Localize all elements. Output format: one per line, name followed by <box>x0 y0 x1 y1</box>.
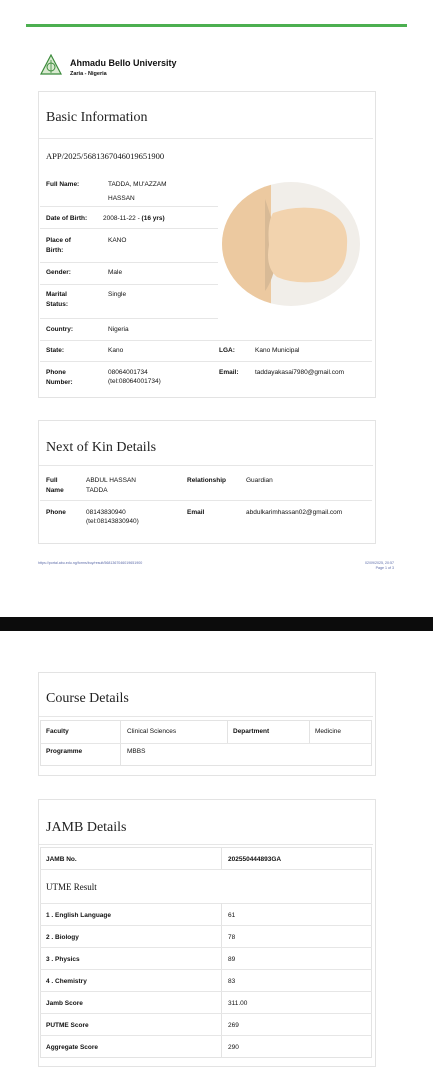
divider <box>39 138 373 139</box>
divider <box>39 716 373 717</box>
university-name: Ahmadu Bello University <box>70 58 177 68</box>
divider <box>40 1035 372 1036</box>
dob-label: Date of Birth: <box>46 215 88 222</box>
divider <box>39 465 373 466</box>
application-number: APP/2025/5681367046019651900 <box>46 151 165 161</box>
dob-value <box>103 214 165 223</box>
kin-phone-label: Phone <box>46 509 66 516</box>
marital-status-label-1: Marital <box>46 291 67 298</box>
full-name-line2: HASSAN <box>108 195 135 202</box>
lga-label: LGA: <box>219 347 235 354</box>
gender-label: Gender: <box>46 269 71 276</box>
subject-label: 3 . Physics <box>46 956 80 963</box>
email-label: Email: <box>219 369 239 376</box>
country-value: Nigeria <box>108 326 129 333</box>
divider <box>40 262 218 263</box>
divider <box>40 284 218 285</box>
divider <box>40 361 372 362</box>
lga-value: Kano Municipal <box>255 347 300 354</box>
subject-score: 78 <box>228 934 236 941</box>
basic-information-title: Basic Information <box>46 110 148 125</box>
university-location: Zaria - Nigeria <box>70 71 107 77</box>
kin-email-value[interactable]: abdulkarimhassan02@gmail.com <box>246 509 343 516</box>
subject-label: 1 . English Language <box>46 912 112 919</box>
divider <box>40 500 372 501</box>
aggregate-score-label: Aggregate Score <box>46 1044 99 1051</box>
applicant-photo <box>221 181 361 307</box>
divider <box>227 720 228 743</box>
subject-label: 2 . Biology <box>46 934 79 941</box>
divider <box>40 947 372 948</box>
jamb-score-label: Jamb Score <box>46 1000 83 1007</box>
divider <box>40 228 218 229</box>
subject-label: 4 . Chemistry <box>46 978 87 985</box>
divider <box>40 1013 372 1014</box>
jamb-no-value: 202550444893GA <box>228 856 282 863</box>
faculty-label: Faculty <box>46 728 69 735</box>
kin-phone-tel-link[interactable]: (tel:08143830940) <box>86 518 139 525</box>
divider <box>40 869 372 870</box>
dob-age: (16 yrs) <box>141 215 165 222</box>
divider <box>221 847 222 869</box>
jamb-no-label: JAMB No. <box>46 856 77 863</box>
state-value: Kano <box>108 347 124 354</box>
print-date: 02/09/2025, 20:57 <box>365 561 394 565</box>
divider <box>40 743 372 744</box>
full-name-label: Full Name: <box>46 181 80 188</box>
phone-tel-link[interactable]: (tel:08064001734) <box>108 378 161 385</box>
dob-date: 2008-11-22 - <box>103 215 142 222</box>
kin-phone-value: 08143830940 <box>86 509 126 516</box>
divider <box>40 206 218 207</box>
page-number: Page 1 of 3 <box>375 566 394 570</box>
place-of-birth-label-1: Place of <box>46 237 71 244</box>
divider <box>40 969 372 970</box>
subject-score: 83 <box>228 978 236 985</box>
department-label: Department <box>233 728 270 735</box>
phone-value: 08064001734 <box>108 369 148 376</box>
programme-value: MBBS <box>127 748 146 755</box>
page-url: https://portal.abu.edu.ng/forms/buy/result/5681367046019651900 <box>38 561 143 565</box>
department-value: Medicine <box>315 728 342 735</box>
marital-status-label-2: Status: <box>46 301 69 308</box>
subject-score: 89 <box>228 956 236 963</box>
kin-name-line2: TADDA <box>86 487 108 494</box>
course-details-title: Course Details <box>46 691 129 706</box>
phone-label-1: Phone <box>46 369 66 376</box>
place-of-birth-value: KANO <box>108 237 127 244</box>
gender-value: Male <box>108 269 123 276</box>
phone-label-2: Number: <box>46 379 73 386</box>
divider <box>40 903 372 904</box>
kin-full-name-label-2: Name <box>46 487 64 494</box>
divider <box>40 991 372 992</box>
divider <box>309 720 310 743</box>
divider <box>120 720 121 743</box>
relationship-value: Guardian <box>246 477 273 484</box>
jamb-table <box>40 847 372 1058</box>
kin-name-line1: ABDUL HASSAN <box>86 477 136 484</box>
kin-email-label: Email <box>187 509 205 516</box>
divider <box>40 340 372 341</box>
email-value[interactable]: taddayakasai7980@gmail.com <box>255 369 344 376</box>
relationship-label: Relationship <box>187 477 227 484</box>
kin-full-name-label-1: Full <box>46 477 58 484</box>
aggregate-score-value: 290 <box>228 1044 239 1051</box>
utme-result-heading: UTME Result <box>46 882 97 892</box>
next-of-kin-title: Next of Kin Details <box>46 440 157 455</box>
place-of-birth-label-2: Birth: <box>46 247 64 254</box>
page-separator <box>0 617 433 631</box>
putme-score-label: PUTME Score <box>46 1022 89 1029</box>
divider <box>120 743 121 766</box>
faculty-value: Clinical Sciences <box>127 728 177 735</box>
marital-status-value: Single <box>108 291 127 298</box>
country-label: Country: <box>46 326 74 333</box>
divider <box>39 844 373 845</box>
header-accent-bar <box>26 24 407 27</box>
putme-score-value: 269 <box>228 1022 239 1029</box>
divider <box>40 318 218 319</box>
divider <box>40 925 372 926</box>
programme-label: Programme <box>46 748 83 755</box>
state-label: State: <box>46 347 65 354</box>
jamb-score-value: 311.00 <box>228 1000 248 1007</box>
jamb-details-title: JAMB Details <box>46 820 127 835</box>
subject-score: 61 <box>228 912 236 919</box>
full-name-line1: TADDA, MU'AZZAM <box>108 181 167 188</box>
university-logo-icon <box>40 54 62 76</box>
